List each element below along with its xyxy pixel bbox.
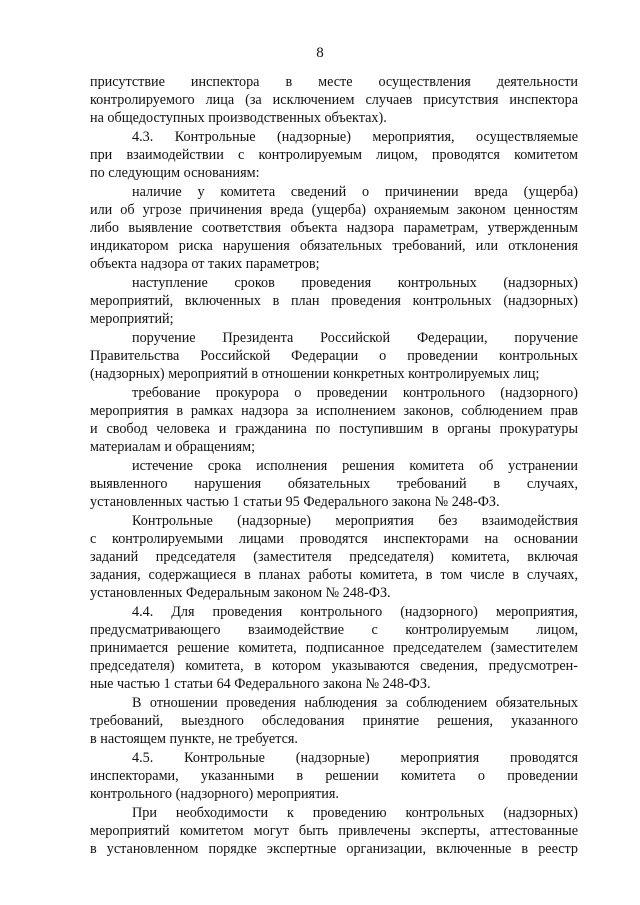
paragraph-8-line-4: задания, содержащиеся в планах работы комитета, в том числе в случаях,	[90, 567, 578, 583]
paragraph-11-line-3: контрольного (надзорного) мероприятия.	[90, 786, 339, 802]
paragraph-9-line-5: ные частью 1 статьи 64 Федерального закона № 248-ФЗ.	[90, 676, 431, 692]
paragraph-1-line-1: присутствие инспектора в месте осуществления деятельности	[90, 74, 578, 90]
paragraph-5-line-1: поручение Президента Российской Федерации, поручение	[132, 330, 578, 346]
paragraph-1-line-3: на общедоступных производственных объектах).	[90, 110, 387, 126]
paragraph-10-line-3: в настоящем пункте, не требуется.	[90, 731, 298, 747]
paragraph-9-line-2: предусматривающего взаимодействие с контролируемым лицом,	[90, 622, 578, 638]
paragraph-3-line-4: индикатором риска нарушения обязательных требований, или отклонения	[90, 238, 578, 254]
paragraph-9-line-3: принимается решение комитета, подписанное председателем (заместителем	[90, 640, 578, 656]
paragraph-3-line-1: наличие у комитета сведений о причинении вреда (ущерба)	[132, 184, 578, 200]
paragraph-6-line-2: мероприятия в рамках надзора за исполнением законов, соблюдением прав	[90, 403, 578, 419]
paragraph-12-line-3: в установленном порядке экспертные организации, включенные в реестр	[90, 841, 578, 857]
paragraph-7-line-3: установленных частью 1 статьи 95 Федерального закона № 248-ФЗ.	[90, 494, 500, 510]
paragraph-11-line-2: инспекторами, указанными в решении комитета о проведении	[90, 768, 578, 784]
paragraph-6-line-4: материалам и обращениям;	[90, 439, 256, 455]
paragraph-4-line-2: мероприятий, включенных в план проведения контрольных (надзорных)	[90, 293, 578, 309]
page-number: 8	[316, 45, 324, 61]
paragraph-4-line-3: мероприятий;	[90, 311, 174, 327]
document-body	[90, 73, 578, 858]
paragraph-2-line-1: 4.3. Контрольные (надзорные) мероприятия, осуществляемые	[132, 129, 578, 145]
paragraph-6-line-1: требование прокурора о проведении контрольного (надзорного)	[132, 385, 578, 401]
paragraph-4-line-1: наступление сроков проведения контрольных (надзорных)	[132, 275, 578, 291]
paragraph-1-line-2: контролируемого лица (за исключением случаев присутствия инспектора	[90, 92, 578, 108]
paragraph-8-line-3: заданий председателя (заместителя председателя) комитета, включая	[90, 549, 578, 565]
paragraph-8-line-5: установленных Федеральным законом № 248-ФЗ.	[90, 585, 391, 601]
paragraph-8-line-2: с контролируемыми лицами проводятся инспекторами на основании	[90, 531, 578, 547]
paragraph-8-line-1: Контрольные (надзорные) мероприятия без взаимодействия	[132, 513, 578, 529]
paragraph-10-line-2: требований, выездного обследования принятие решения, указанного	[90, 713, 578, 729]
paragraph-2-line-3: по следующим основаниям:	[90, 165, 260, 181]
paragraph-10-line-1: В отношении проведения наблюдения за соблюдением обязательных	[132, 695, 578, 711]
paragraph-6-line-3: и свобод человека и гражданина по поступившим в органы прокуратуры	[90, 421, 578, 437]
paragraph-3-line-2: или об угрозе причинения вреда (ущерба) охраняемым законом ценностям	[90, 202, 578, 218]
paragraph-12-line-2: мероприятий комитетом могут быть привлечены эксперты, аттестованные	[90, 823, 578, 839]
paragraph-5-line-3: (надзорных) мероприятий в отношении конкретных контролируемых лиц;	[90, 366, 540, 382]
paragraph-3-line-3: либо выявление соответствия объекта надзора параметрам, утвержденным	[90, 220, 578, 236]
paragraph-9-line-4: председателя) комитета, в котором указываются сведения, предусмотрен-	[90, 658, 578, 674]
paragraph-3-line-5: объекта надзора от таких параметров;	[90, 256, 320, 272]
paragraph-12-line-1: При необходимости к проведению контрольных (надзорных)	[132, 805, 578, 821]
paragraph-7-line-1: истечение срока исполнения решения комитета об устранении	[132, 458, 578, 474]
paragraph-9-line-1: 4.4. Для проведения контрольного (надзорного) мероприятия,	[132, 604, 578, 620]
paragraph-11-line-1: 4.5. Контрольные (надзорные) мероприятия проводятся	[132, 750, 578, 766]
paragraph-2-line-2: при взаимодействии с контролируемым лицом, проводятся комитетом	[90, 147, 578, 163]
paragraph-7-line-2: выявленного нарушения обязательных требований в случаях,	[90, 476, 578, 492]
paragraph-5-line-2: Правительства Российской Федерации о проведении контрольных	[90, 348, 578, 364]
